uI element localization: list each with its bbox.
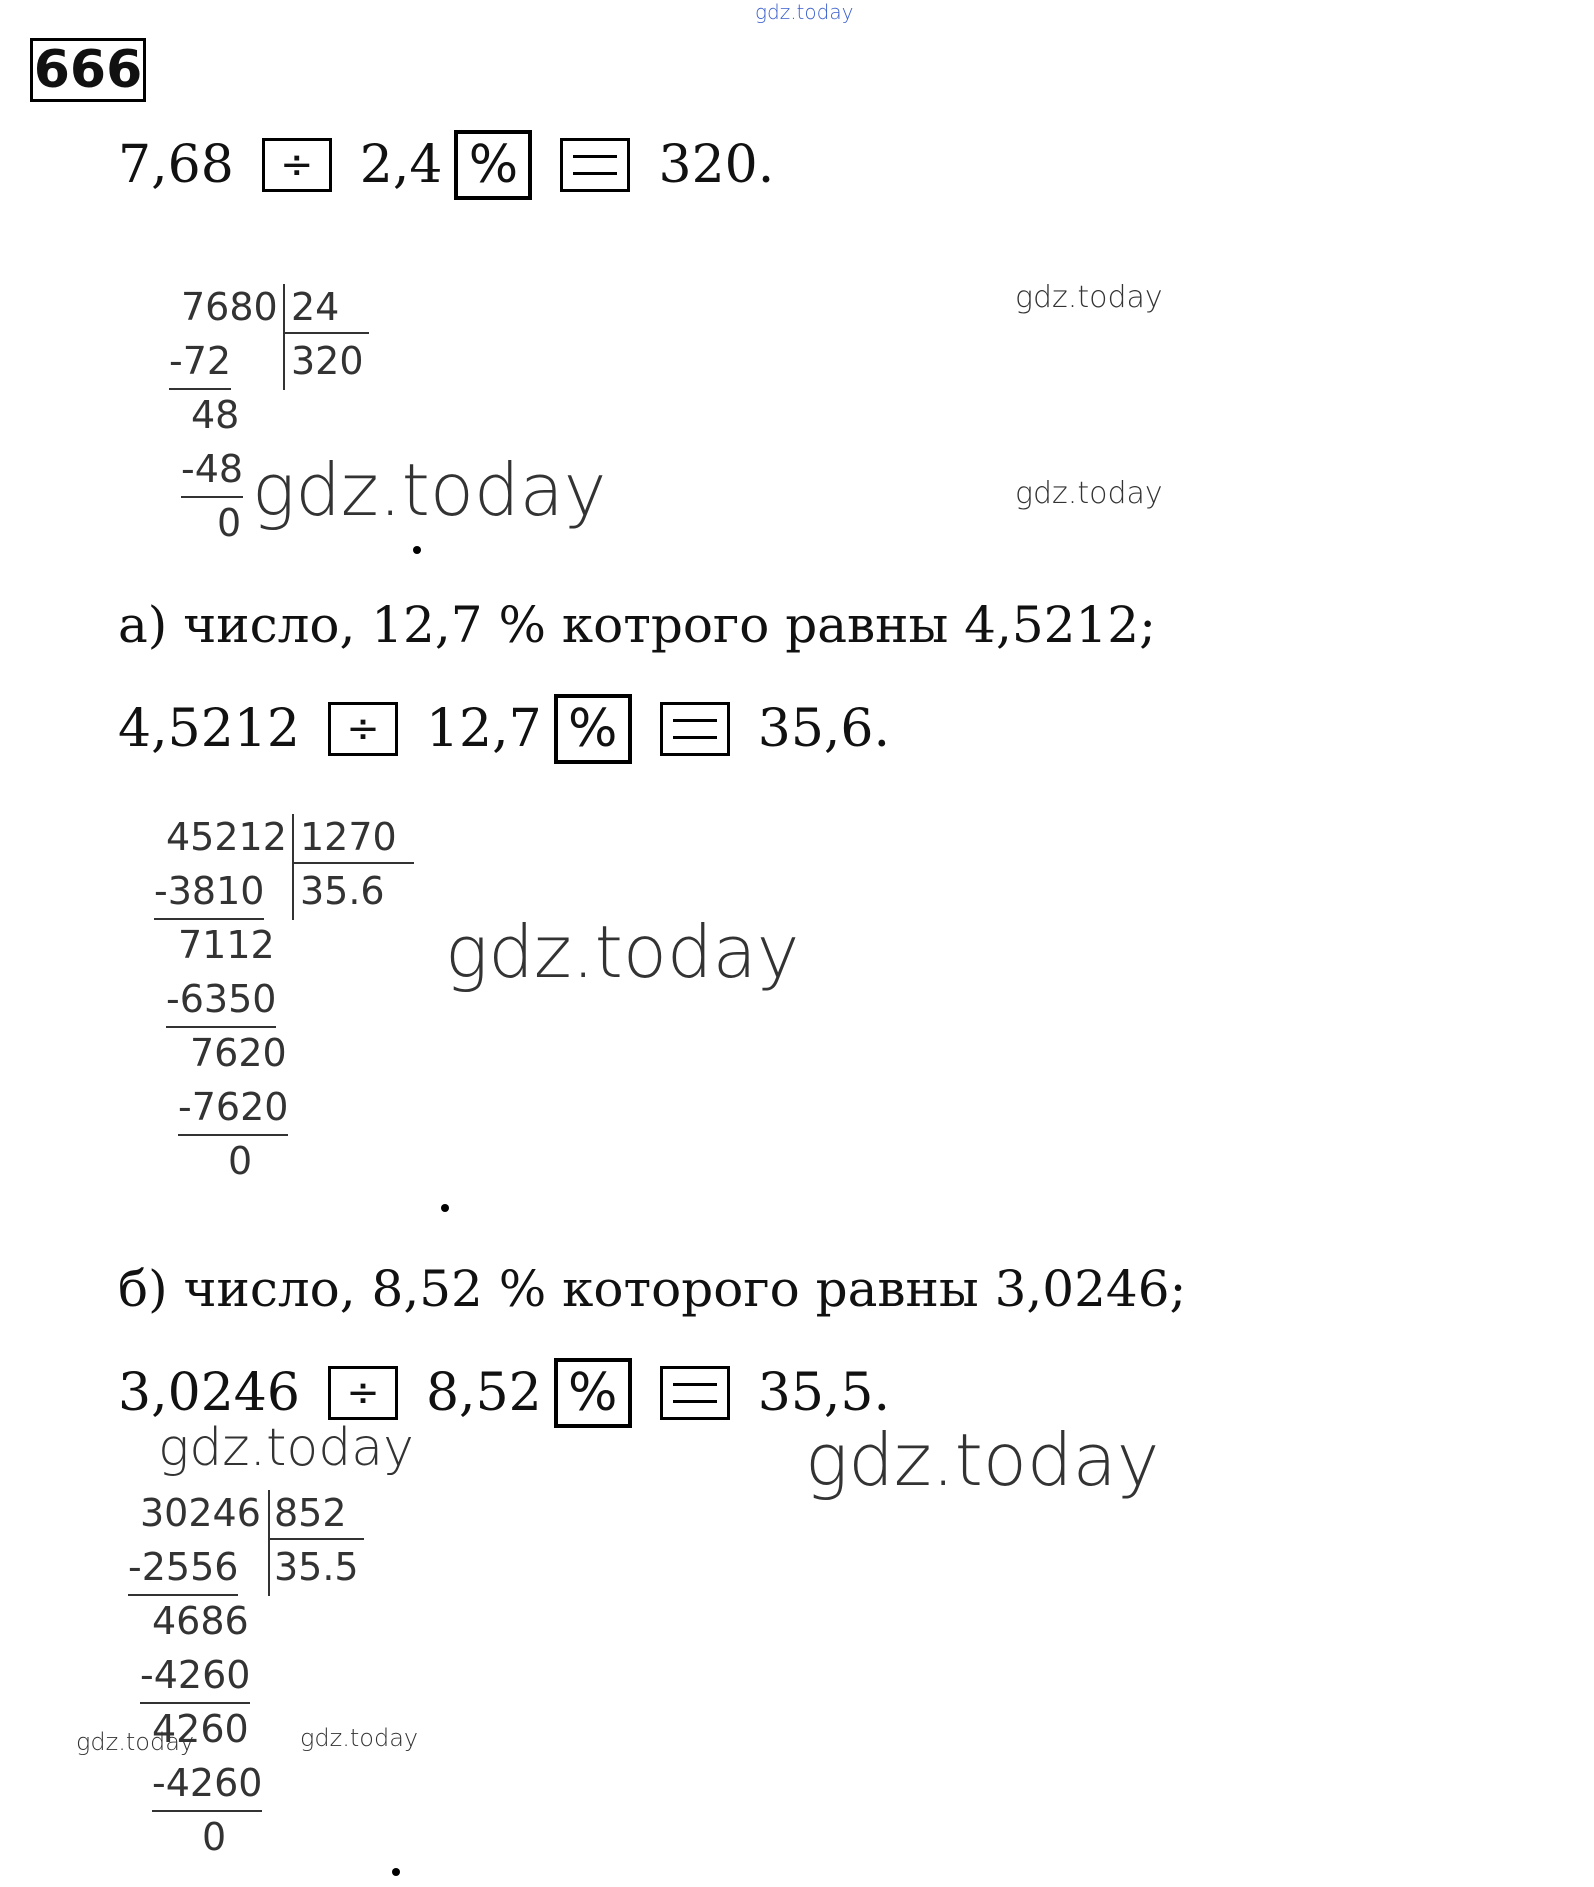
operand-a: 4,5212 bbox=[118, 699, 300, 759]
step-1: -2556 bbox=[128, 1540, 238, 1596]
division-vertical-bar bbox=[283, 284, 285, 390]
calc-line-a bbox=[118, 694, 890, 764]
step-1: -3810 bbox=[154, 864, 264, 920]
divide-key: ÷ bbox=[262, 138, 332, 192]
calc-line-1 bbox=[118, 130, 774, 200]
equals-key bbox=[660, 1366, 730, 1420]
equals-key bbox=[560, 138, 630, 192]
watermark: gdz.today bbox=[805, 1418, 1160, 1502]
percent-key: % bbox=[554, 1358, 632, 1428]
equals-icon bbox=[673, 719, 717, 739]
watermark: gdz.today bbox=[445, 910, 800, 994]
quotient: 35.5 bbox=[274, 1545, 359, 1589]
divisor: 24 bbox=[291, 285, 340, 329]
dividend: 7680 bbox=[181, 285, 278, 329]
divide-key: ÷ bbox=[328, 702, 398, 756]
watermark: gdz.today bbox=[76, 1728, 195, 1756]
dividend: 30246 bbox=[140, 1491, 261, 1535]
step-2: 7112 bbox=[178, 923, 275, 967]
quotient: 320 bbox=[291, 339, 364, 383]
dot-mark bbox=[413, 546, 421, 554]
step-6: 0 bbox=[202, 1815, 227, 1859]
division-vertical-bar bbox=[268, 1490, 270, 1596]
watermark: gdz.today bbox=[1015, 476, 1163, 511]
equals-key bbox=[660, 702, 730, 756]
problem-number: 666 bbox=[30, 38, 146, 102]
operand-b: 8,52 bbox=[425, 1363, 542, 1423]
result: 320. bbox=[658, 135, 775, 195]
dot-mark bbox=[441, 1204, 449, 1212]
step-1: -72 bbox=[169, 334, 231, 390]
quotient: 35.6 bbox=[300, 869, 385, 913]
step-2: 48 bbox=[191, 393, 240, 437]
equals-icon bbox=[673, 1383, 717, 1403]
result: 35,5. bbox=[757, 1363, 891, 1423]
step-5: -4260 bbox=[152, 1756, 262, 1812]
step-4: 4260 bbox=[152, 1707, 249, 1751]
dot-mark bbox=[392, 1868, 400, 1876]
step-6: 0 bbox=[228, 1139, 253, 1183]
operand-b: 2,4 bbox=[359, 135, 443, 195]
operand-b: 12,7 bbox=[425, 699, 542, 759]
watermark: gdz.today bbox=[300, 1724, 419, 1752]
operand-a: 7,68 bbox=[118, 135, 234, 195]
step-5: -7620 bbox=[178, 1080, 288, 1136]
equals-icon bbox=[573, 155, 617, 175]
step-3: -48 bbox=[181, 442, 243, 498]
result: 35,6. bbox=[757, 699, 891, 759]
step-4: 7620 bbox=[190, 1031, 287, 1075]
divisor: 1270 bbox=[300, 815, 397, 859]
step-3: -6350 bbox=[166, 972, 276, 1028]
step-3: -4260 bbox=[140, 1648, 250, 1704]
watermark-top: gdz.today bbox=[755, 0, 854, 24]
dividend: 45212 bbox=[166, 815, 287, 859]
watermark: gdz.today bbox=[1015, 280, 1163, 315]
step-2: 4686 bbox=[152, 1599, 249, 1643]
division-vertical-bar bbox=[292, 814, 294, 920]
step-4: 0 bbox=[217, 501, 242, 545]
divide-key: ÷ bbox=[328, 1366, 398, 1420]
percent-key: % bbox=[454, 130, 532, 200]
watermark: gdz.today bbox=[252, 448, 607, 532]
divisor: 852 bbox=[274, 1491, 347, 1535]
operand-a: 3,0246 bbox=[118, 1363, 300, 1423]
task-b-sentence: б) число, 8,52 % которого равны 3,0246; bbox=[118, 1260, 1187, 1318]
task-a-sentence: а) число, 12,7 % котрого равны 4,5212; bbox=[118, 596, 1156, 654]
percent-key: % bbox=[554, 694, 632, 764]
watermark: gdz.today bbox=[158, 1418, 414, 1478]
